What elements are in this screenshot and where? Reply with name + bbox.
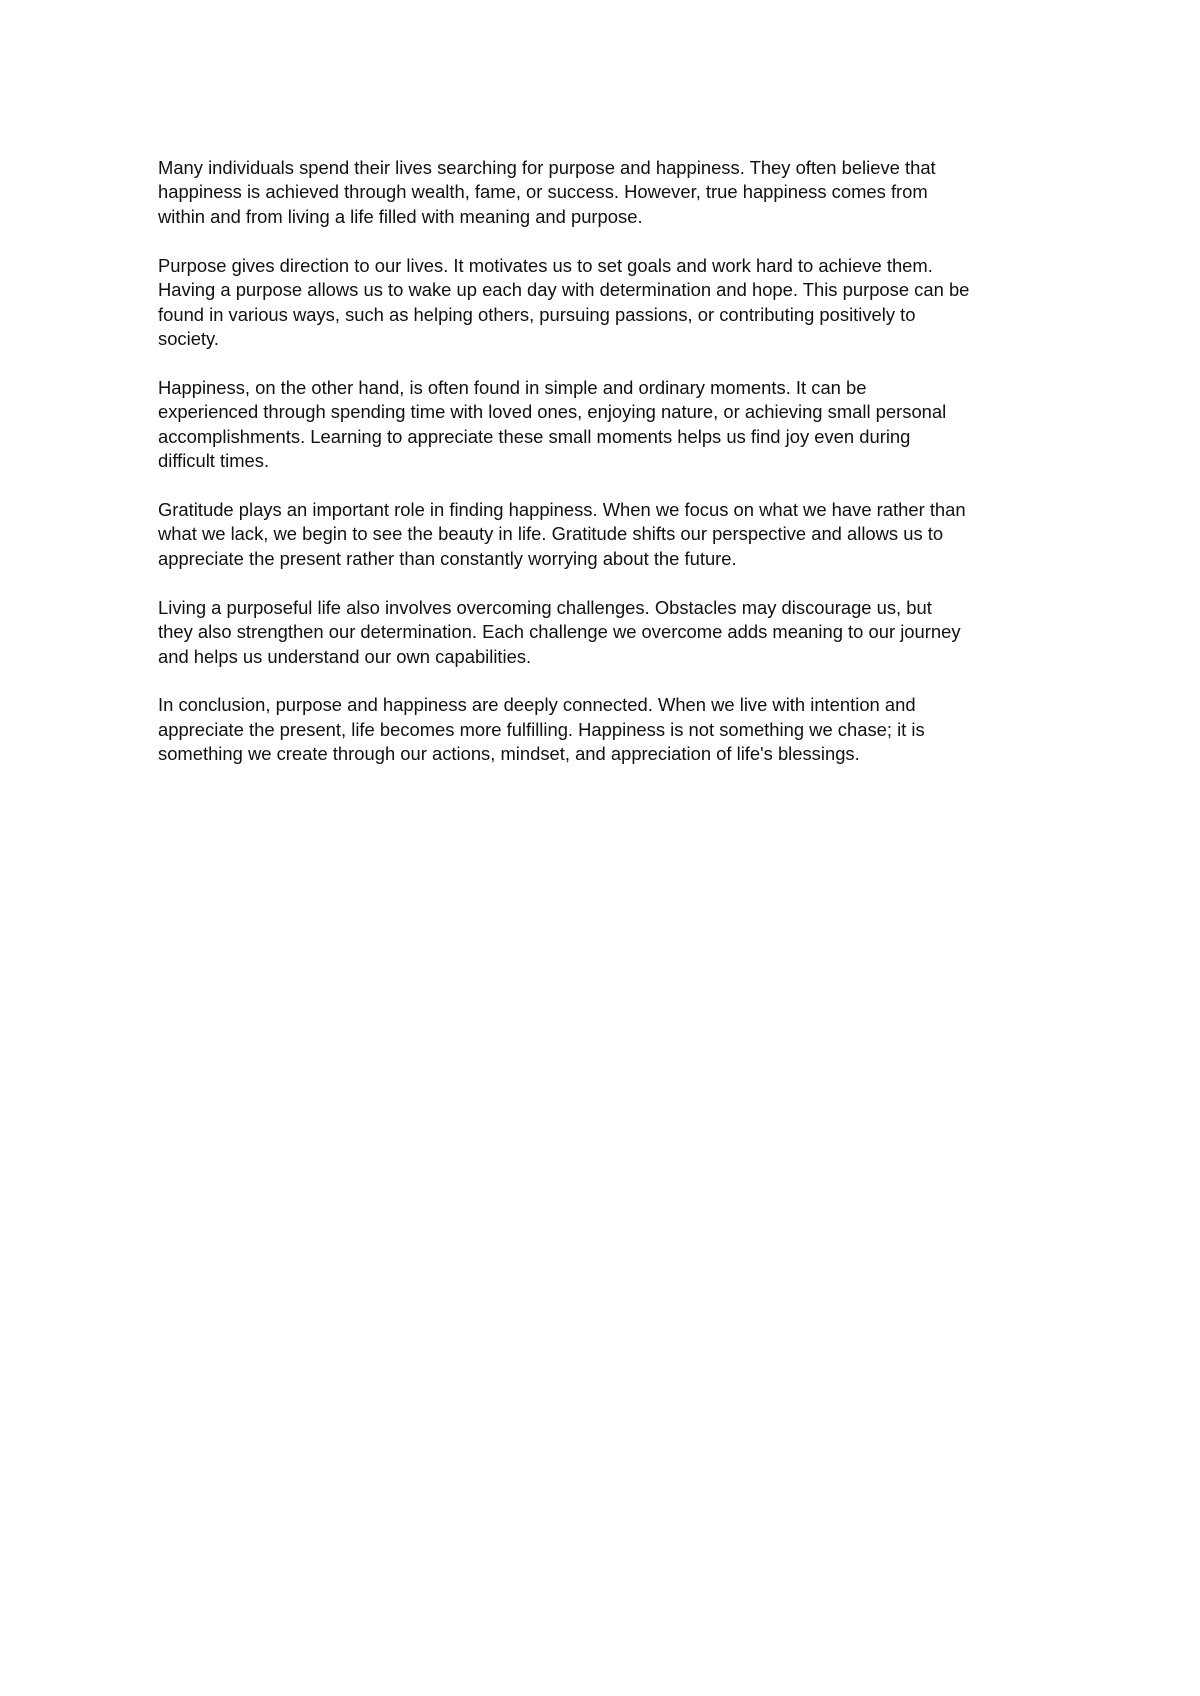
- paragraph-line: within and from living a life filled with meaning and purpose.: [158, 205, 643, 227]
- paragraph-line: Having a purpose allows us to wake up each day with determination and hope. This purpose can be: [158, 279, 970, 301]
- paragraph-line: In conclusion, purpose and happiness are deeply connected. When we live with intention and: [158, 694, 916, 716]
- paragraph-4: [158, 498, 1058, 571]
- paragraph-line: they also strengthen our determination. Each challenge we overcome adds meaning to our journey: [158, 621, 961, 643]
- paragraph-5: [158, 596, 1058, 669]
- paragraph-line: appreciate the present rather than constantly worrying about the future.: [158, 547, 737, 569]
- paragraph-line: Many individuals spend their lives searching for purpose and happiness. They often believe that: [158, 157, 936, 178]
- paragraph-line: what we lack, we begin to see the beauty in life. Gratitude shifts our perspective and allows us to: [158, 523, 944, 545]
- paragraph-line: happiness is achieved through wealth, fame, or success. However, true happiness comes from: [158, 181, 928, 203]
- paragraph-line: difficult times.: [158, 450, 270, 472]
- paragraph-line: Gratitude plays an important role in finding happiness. When we focus on what we have rather than: [158, 498, 966, 520]
- paragraph-line: Happiness, on the other hand, is often found in simple and ordinary moments. It can be: [158, 376, 867, 398]
- paragraph-1: [158, 156, 1058, 229]
- paragraph-line: Living a purposeful life also involves overcoming challenges. Obstacles may discourage us, but: [158, 596, 932, 618]
- paragraph-3: [158, 376, 1058, 474]
- paragraph-line: society.: [158, 327, 219, 349]
- paragraph-line: found in various ways, such as helping others, pursuing passions, or contributing positively to: [158, 303, 916, 325]
- paragraph-line: appreciate the present, life becomes more fulfilling. Happiness is not something we chase; it is: [158, 718, 925, 740]
- paragraph-line: and helps us understand our own capabilities.: [158, 645, 532, 667]
- document-body: [158, 156, 1058, 791]
- paragraph-line: experienced through spending time with loved ones, enjoying nature, or achieving small personal: [158, 401, 947, 423]
- paragraph-2: [158, 254, 1058, 352]
- paragraph-6: [158, 693, 1058, 766]
- paragraph-line: something we create through our actions, mindset, and appreciation of life's blessings.: [158, 743, 860, 765]
- paragraph-line: Purpose gives direction to our lives. It motivates us to set goals and work hard to achieve them.: [158, 254, 933, 276]
- paragraph-line: accomplishments. Learning to appreciate these small moments helps us find joy even during: [158, 425, 911, 447]
